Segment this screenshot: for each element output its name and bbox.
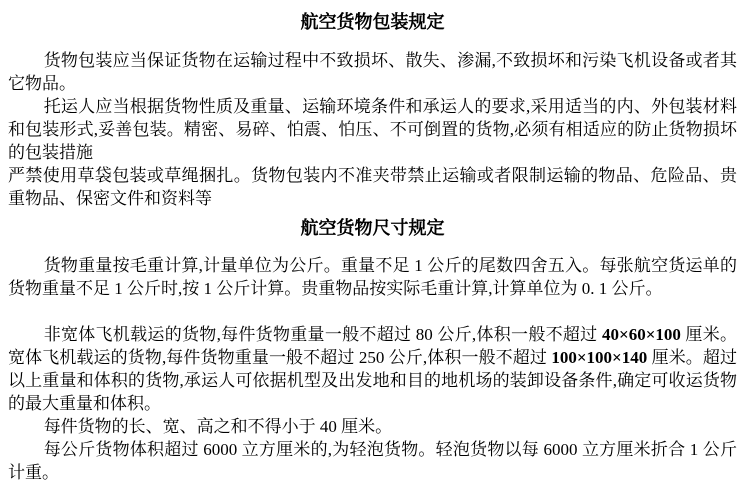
section-title-packaging-rules: 航空货物包装规定 (300, 12, 445, 32)
dimension-value-narrowbody: 40×60×100 (602, 325, 681, 344)
paragraph-minimum-dimensions: 每件货物的长、宽、高之和不得小于 40 厘米。 (43, 417, 393, 436)
paragraph-prohibited-packaging: 严禁使用草袋包装或草绳捆扎。货物包装内不准夹带禁止运输或者限制运输的物品、危险品、贵重物品、保密文件和资料等 (8, 166, 737, 208)
paragraph-packaging-integrity: 货物包装应当保证货物在运输过程中不致损坏、散失、渗漏,不致损坏和污染飞机设备或者其它物品。 (8, 51, 737, 93)
paragraph-weight-calculation: 货物重量按毛重计算,计量单位为公斤。重量不足 1 公斤的尾数四舍五入。每张航空货运单的货物重量不足 1 公斤时,按 1 公斤计算。贵重物品按实际毛重计算,计算单位为 0. 1 公斤。 (8, 256, 737, 298)
cargo-limits-text-1: 非宽体飞机载运的货物,每件货物重量一般不超过 80 公斤,体积一般不超过 (43, 325, 603, 344)
section-title-size-rules: 航空货物尺寸规定 (300, 218, 445, 238)
dimension-value-widebody: 100×100×140 (551, 348, 648, 367)
cargo-limits-text-3: 厘米。超过以上重量和体积的货物,承运人可依据机型及出发地和目的地机场的装卸设备条件,确定可收运货物的最大重量和体积。 (8, 348, 738, 413)
paragraph-light-cargo-conversion: 每公斤货物体积超过 6000 立方厘米的,为轻泡货物。轻泡货物以每 6000 立方厘米折合 1 公斤计重。 (8, 440, 737, 482)
paragraph-shipper-packaging-requirements: 托运人应当根据货物性质及重量、运输环境条件和承运人的要求,采用适当的内、外包装材料和包装形式,妥善包装。精密、易碎、怕震、怕压、不可倒置的货物,必须有相适应的防止货物损坏的包装措施 (8, 97, 737, 162)
paragraph-aircraft-cargo-limits (8, 323, 737, 415)
cargo-limits-text-2: 厘米。宽体飞机载运的货物,每件货物重量一般不超过 250 公斤,体积一般不超过 (8, 325, 738, 367)
